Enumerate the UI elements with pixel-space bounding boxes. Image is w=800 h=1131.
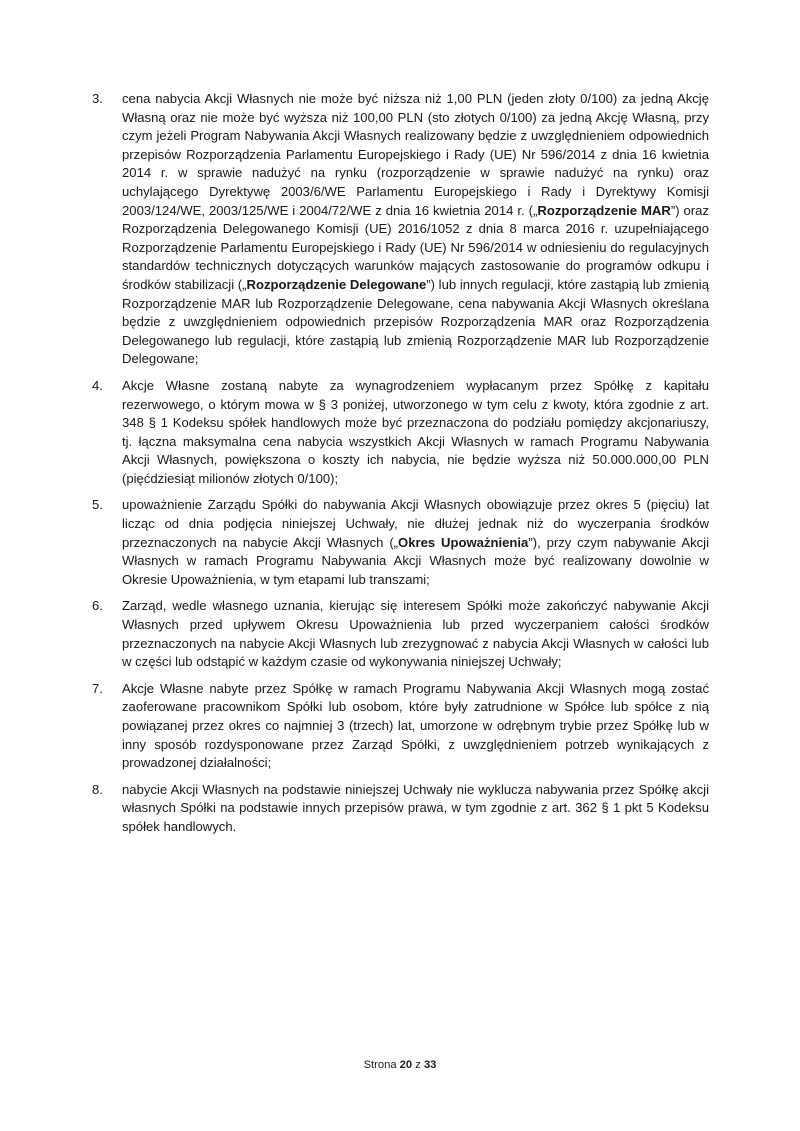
clause-marker: 4. (92, 377, 103, 393)
text-run: upoważnienie Zarządu Spółki do nabywania Akcji Własnych obowiązuje przez okres 5 (pięciu) lat licząc od dnia podjęcia niniejszej Uchwały, nie dłużej jednak niż do wyczerpania środków przeznaczonych na nabycie Akcji Własnych („ (122, 497, 709, 550)
clause-list (92, 90, 709, 837)
footer-page-number: 20 (399, 1059, 413, 1071)
clause-item (92, 496, 709, 589)
footer-label-prefix: Strona (363, 1059, 400, 1071)
page-content (92, 90, 709, 837)
footer-total-pages: 33 (423, 1059, 437, 1071)
clause-marker: 7. (92, 680, 103, 696)
clause-marker: 6. (92, 598, 103, 614)
defined-term: Okres Upoważnienia (398, 534, 529, 550)
text-run: nabycie Akcji Własnych na podstawie niniejszej Uchwały nie wyklucza nabywania przez Spółkę akcji własnych Spółki na podstawie innych przepisów prawa, w tym zgodnie z art. 362 § 1 pkt 5 Kodeksu spółek handlowych. (122, 781, 709, 834)
clause-item (92, 377, 709, 489)
clause-marker: 5. (92, 497, 103, 513)
defined-term: Rozporządzenie MAR (537, 202, 671, 218)
clause-text (122, 90, 709, 369)
text-run: ”), przy czym nabywanie Akcji Własnych w ramach Programu Nabywania Akcji Własnych może być realizowany dowolnie w Okresie Upoważnienia, w tym etapami lub transzami; (122, 534, 709, 587)
clause-marker: 3. (92, 91, 103, 106)
clause-text (122, 377, 709, 489)
clause-text (122, 781, 709, 837)
defined-term: Rozporządzenie Delegowane (246, 276, 427, 292)
clause-item (92, 781, 709, 837)
clause-item (92, 90, 709, 369)
clause-text (122, 680, 709, 773)
clause-text (122, 496, 709, 589)
clause-text (122, 597, 709, 671)
clause-marker: 8. (92, 781, 103, 797)
text-run: Zarząd, wedle własnego uznania, kierując się interesem Spółki może zakończyć nabywanie Akcji Własnych przed upływem Okresu Upoważnienia lub przed wyczerpaniem całości środków przeznaczonych na nabycie Akcji Własnych lub zrezygnować z nabycia Akcji Własnych w całości lub w części lub odstąpić w każdym czasie od wykonywania niniejszej Uchwały; (122, 598, 709, 670)
text-run: cena nabycia Akcji Własnych nie może być niższa niż 1,00 PLN (jeden złoty 0/100) za jedną Akcję Własną oraz nie może być wyższa niż 100,00 PLN (sto złotych 0/100) za jedną Akcję Własną, przy czym jeżeli Program Nabywania Akcji Własnych realizowany będzie z uwzględnieniem odpowiednich przepisów Rozporządzenia Parlamentu Europejskiego i Rady (UE) Nr 596/2014 z dnia 16 kwietnia 2014 r. w sprawie nadużyć na rynku (rozporządzenie w sprawie nadużyć na rynku) oraz uchylającego Dyrektywę 2003/6/WE Parlamentu Europejskiego i Rady i Dyrektywy Komisji 2003/124/WE, 2003/125/WE i 2004/72/WE z dnia 16 kwietnia 2014 r. („ (122, 91, 709, 218)
page-footer (0, 1058, 800, 1072)
text-run: Akcje Własne zostaną nabyte za wynagrodzeniem wypłacanym przez Spółkę z kapitału rezerwowego, o którym mowa w § 3 poniżej, utworzonego w tym celu z kwoty, która zgodnie z art. 348 § 1 Kodeksu spółek handlowych może być przeznaczona do podziału pomiędzy akcjonariuszy, tj. łączna maksymalna cena nabycia wszystkich Akcji Własnych w ramach Programu Nabywania Akcji Własnych, powiększona o koszty ich nabycia, nie będzie wyższa niż 50.000.000,00 PLN (pięćdziesiąt milionów złotych 0/100); (122, 377, 709, 486)
text-run: ”) oraz Rozporządzenia Delegowanego Komisji (UE) 2016/1052 z dnia 8 marca 2016 r. uzupełniającego Rozporządzenie Parlamentu Europejskiego i Rady (UE) Nr 596/2014 w odniesieniu do regulacyjnych standardów technicznych dotyczących warunków mających zastosowanie do programów odkupu i środków stabilizacji („ (122, 202, 709, 292)
clause-item (92, 597, 709, 671)
footer-separator: z (412, 1059, 424, 1071)
text-run: Akcje Własne nabyte przez Spółkę w ramach Programu Nabywania Akcji Własnych mogą zostać zaoferowane pracownikom Spółki lub osobom, które były zatrudnione w Spółce lub spółce z nią powiązanej przez okres co najmniej 3 (trzech) lat, umorzone w odrębnym trybie przez Spółkę lub w inny sposób rozdysponowane przez Zarząd Spółki, z uwzględnieniem potrzeb wynikających z prowadzonej działalności; (122, 680, 709, 771)
clause-item (92, 680, 709, 773)
text-run: ”) lub innych regulacji, które zastąpią lub zmienią Rozporządzenie MAR lub Rozporządzenie Delegowane, cena nabywania Akcji Własnych określana będzie z uwzględnieniem odpowiednich przepisów Rozporządzenia MAR oraz Rozporządzenia Delegowanego lub regulacji, które zastąpią lub zmienią Rozporządzenie MAR lub Rozporządzenie Delegowane; (122, 276, 709, 367)
